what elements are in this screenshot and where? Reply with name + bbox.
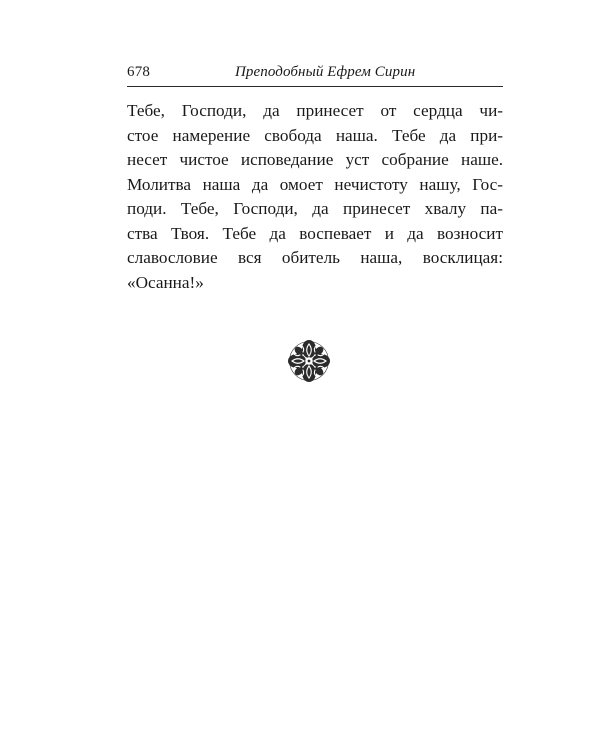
text-line: «Осанна!»	[127, 272, 204, 292]
running-head	[127, 62, 503, 84]
text-line: стое намерение свобода наша. Тебе да при-	[127, 125, 503, 145]
text-line: Тебе, Господи, да принесет от сердца чи-	[127, 101, 503, 120]
text-line: ства Твоя. Тебе да воспевает и да возносит	[127, 223, 503, 243]
text-line: несет чистое исповедание уст собрание наше.	[127, 150, 503, 169]
text-line: поди. Тебе, Господи, да принесет хвалу па-	[127, 199, 503, 218]
floral-cross-ornament-icon	[287, 339, 331, 383]
text-line: Молитва наша да омоет нечистоту нашу, Гос-	[127, 174, 503, 194]
running-title: Преподобный Ефрем Сирин	[235, 64, 416, 80]
header-rule	[127, 86, 503, 87]
text-line: славословие вся обитель наша, восклицая:	[127, 248, 503, 267]
body-paragraph	[127, 99, 507, 295]
page-number: 678	[127, 64, 151, 80]
